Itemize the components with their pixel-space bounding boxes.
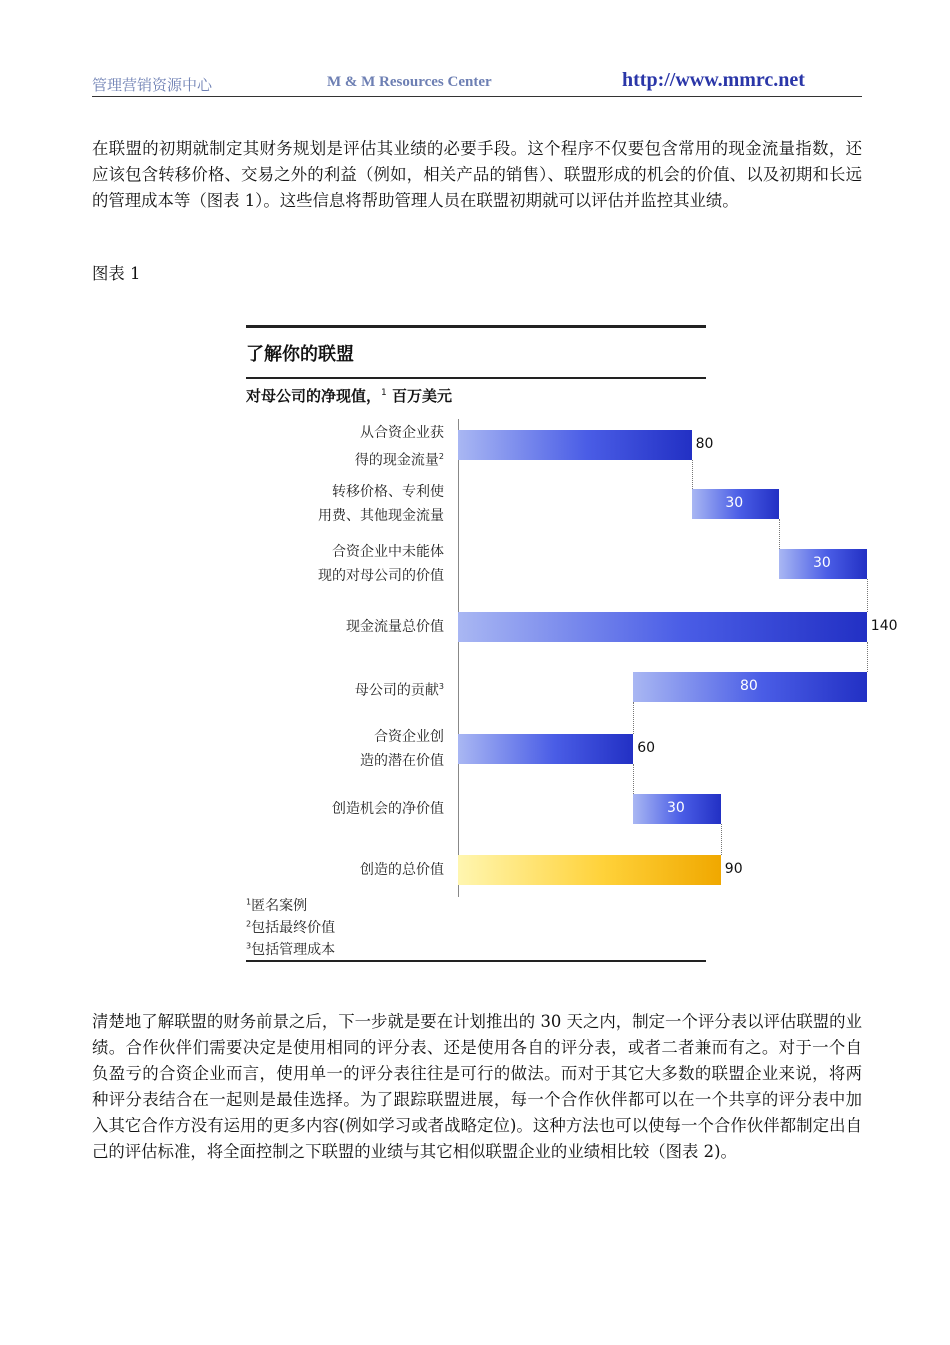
footnote-mark: 2 xyxy=(438,452,444,461)
category-label xyxy=(264,858,444,882)
category-label-line: 创造的总价值 xyxy=(360,862,444,878)
data-label: 30 xyxy=(667,800,685,816)
category-label xyxy=(264,540,444,588)
category-label-line: 造的潜在价值 xyxy=(360,753,444,769)
waterfall-bar xyxy=(458,430,692,460)
footnote-text: 匿名案例 xyxy=(251,898,308,914)
category-label-line: 从合资企业获 xyxy=(360,425,444,441)
connector-line xyxy=(779,519,780,549)
category-label-line: 创造机会的净价值 xyxy=(332,801,444,817)
data-label: 60 xyxy=(637,740,656,756)
category-label xyxy=(264,615,444,639)
header-org-name: 管理营销资源中心 xyxy=(92,76,213,94)
chart-subtitle xyxy=(246,385,452,406)
footnote-mark: 2 xyxy=(246,919,252,929)
connector-line xyxy=(692,460,693,489)
chart-subtitle-footnote-mark: 1 xyxy=(381,388,387,398)
chart-title: 了解你的联盟 xyxy=(246,344,354,365)
category-label-line: 合资企业中未能体 xyxy=(332,544,444,560)
chart-footnote xyxy=(246,917,335,937)
chart-title-rule xyxy=(246,377,706,379)
category-label xyxy=(264,480,444,528)
chart-footnote xyxy=(246,939,335,959)
waterfall-bar xyxy=(458,734,633,764)
body-paragraph-1: 在联盟的初期就制定其财务规划是评估其业绩的必要手段。这个程序不仅要包含常用的现金流量指数，还应该包含转移价格、交易之外的利益（例如，相关产品的销售）、联盟形成的机会的价值、以及初期和长远的管理成本等（图表 1）。这些信息将帮助管理人员在联盟初期就可以评估并监控其业绩。 xyxy=(92,139,862,210)
category-label xyxy=(264,725,444,773)
body-paragraph-2: 清楚地了解联盟的财务前景之后，下一步就是要在计划推出的 30 天之内，制定一个评分表以评估联盟的业绩。合作伙伴们需要决定是使用相同的评分表、还是使用各自的评分表，或者二者兼而有之。对于一个自负盈亏的合资企业而言，使用单一的评分表往往是可行的做法。而对于其它大多数的联盟企业来说，将两种评分表结合在一起则是最佳选择。为了跟踪联盟进展，每一个合作伙伴都可以在一个共享的评分表中加入其它合作方没有运用的更多内容(例如学习或者战略定位)。这种方法也可以使每一个合作伙伴都制定出自己的评估标准，将全面控制之下联盟的业绩与其它相似联盟企业的业绩相比较（图表 2)。 xyxy=(92,1012,862,1161)
connector-line xyxy=(721,824,722,855)
chart-subtitle-text: 对母公司的净现值， xyxy=(246,387,382,405)
data-label: 80 xyxy=(695,436,714,452)
connector-line xyxy=(867,579,868,612)
category-label-line: 合资企业创 xyxy=(374,729,444,745)
data-label: 90 xyxy=(724,861,743,877)
category-label-line: 用费、其他现金流量 xyxy=(318,508,444,524)
waterfall-bar xyxy=(458,612,867,642)
data-label: 80 xyxy=(740,678,758,694)
footnote-text: 包括管理成本 xyxy=(251,942,336,958)
footnote-mark: 3 xyxy=(246,941,252,951)
header-org-name-en: M & M Resources Center xyxy=(327,74,492,90)
category-label-line: 转移价格、专利使 xyxy=(332,484,444,500)
category-label-line: 母公司的贡献$^3$ xyxy=(354,682,444,699)
connector-line xyxy=(867,642,868,672)
category-label-line: 得的现金流量$^2$ xyxy=(354,452,444,469)
waterfall-bar xyxy=(458,855,721,885)
chart-footnote xyxy=(246,895,307,915)
data-label: 140 xyxy=(870,618,898,634)
figure-label: 图表 1 xyxy=(92,264,141,283)
data-label: 30 xyxy=(725,495,744,511)
chart-subtitle-unit: 百万美元 xyxy=(386,387,452,405)
category-label-line: 现的对母公司的价值 xyxy=(318,568,444,584)
chart-baseline-axis xyxy=(458,419,459,897)
category-label xyxy=(264,421,444,473)
footnote-mark: 1 xyxy=(246,897,252,907)
category-label-line: 现金流量总价值 xyxy=(346,619,444,635)
data-label: 30 xyxy=(813,555,831,571)
footnote-text: 包括最终价值 xyxy=(251,920,336,936)
chart-top-rule xyxy=(246,325,706,328)
header-website-link[interactable]: http://www.mmrc.net xyxy=(622,69,805,91)
connector-line xyxy=(633,764,634,794)
page-header xyxy=(92,68,862,97)
connector-line xyxy=(633,702,634,734)
category-label xyxy=(264,797,444,821)
footnote-mark: 3 xyxy=(438,682,444,691)
chart-bottom-rule xyxy=(246,960,706,962)
category-label xyxy=(264,675,444,703)
waterfall-chart xyxy=(246,325,898,965)
